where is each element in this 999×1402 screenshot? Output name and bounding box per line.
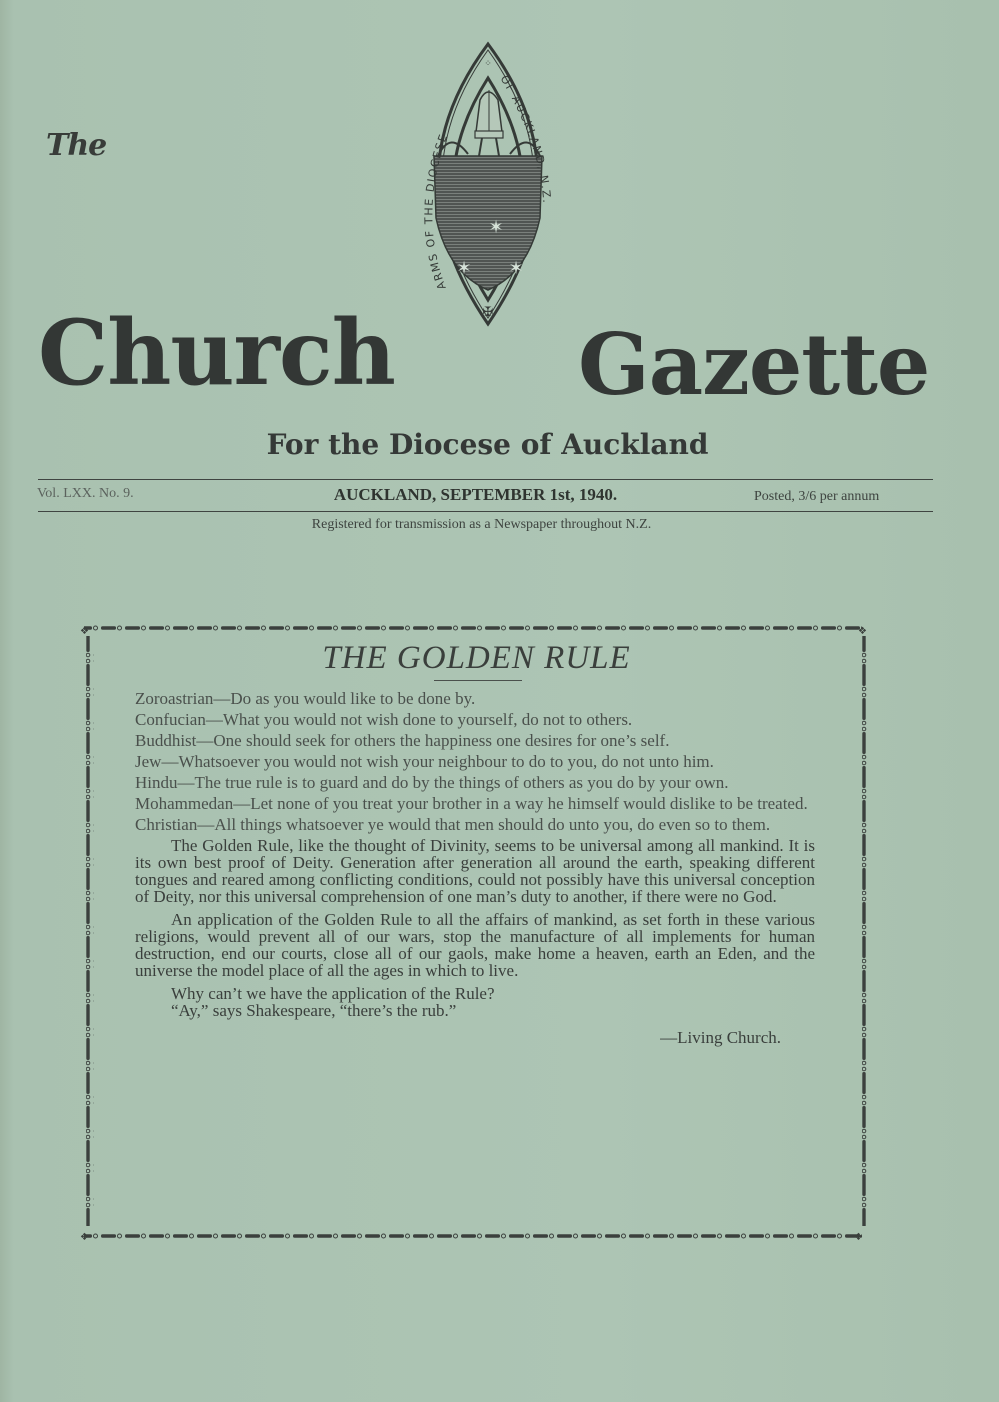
masthead-title-gazette: Gazette bbox=[578, 315, 930, 414]
svg-text:⁘: ⁘ bbox=[484, 59, 492, 69]
registration-notice: Registered for transmission as a Newspaper throughout N.Z. bbox=[311, 517, 652, 532]
saying-jew: Jew—Whatsoever you would not wish your neighbour to do to you, do not unto him. bbox=[135, 752, 714, 771]
svg-text:❖: ❖ bbox=[854, 1232, 863, 1241]
masthead-subtitle bbox=[0, 428, 999, 461]
article-title: THE GOLDEN RULE bbox=[322, 640, 631, 676]
saying-christian: Christian—All things whatsoever ye would that men should do unto you, do even so to them. bbox=[135, 815, 771, 834]
closing-quote: “Ay,” says Shakespeare, “there’s the rub.” bbox=[171, 1001, 457, 1020]
svg-text:❖: ❖ bbox=[858, 626, 867, 637]
saying-confucian: Confucian—What you would not wish done to yourself, do not to others. bbox=[135, 710, 633, 729]
svg-text:❖: ❖ bbox=[80, 1232, 89, 1241]
volume-number: Vol. LXX. No. 9. bbox=[37, 486, 134, 501]
saying-mohammedan: Mohammedan—Let none of you treat your brother in a way he himself would dislike to be treated. bbox=[135, 794, 808, 813]
svg-text:✶: ✶ bbox=[488, 217, 504, 238]
dateline-top-rule bbox=[38, 479, 933, 480]
svg-text:✶: ✶ bbox=[456, 258, 472, 279]
paragraph-universal: The Golden Rule, like the thought of Divinity, seems to be universal among all mankind. It is its own best proof of Deity. Generation after generation all around the earth, speaking different tongues and reared among conflicting conditions, could not possibly have this universal conception of Deity, nor this universal comprehension of one man’s duty to another, if there were no God. bbox=[135, 836, 815, 906]
closing-question: Why can’t we have the application of the Rule? bbox=[171, 984, 495, 1003]
diocese-crest-icon bbox=[398, 38, 578, 330]
dateline-bottom-rule bbox=[38, 511, 933, 512]
masthead-title-church: Church bbox=[38, 300, 395, 406]
masthead-subtitle-text: For the Diocese of Auckland bbox=[266, 428, 709, 461]
svg-text:✠: ✠ bbox=[482, 305, 494, 320]
saying-zoroastrian: Zoroastrian—Do as you would like to be done by. bbox=[135, 689, 476, 708]
issue-date: AUCKLAND, SEPTEMBER 1st, 1940. bbox=[333, 485, 618, 504]
masthead-the: The bbox=[46, 128, 107, 163]
subscription-price: Posted, 3/6 per annum bbox=[754, 489, 880, 504]
crest-text-left: ARMS OF THE DIOCESE bbox=[422, 131, 451, 292]
article-title-underline bbox=[434, 680, 522, 681]
saying-hindu: Hindu—The true rule is to guard and do by the things of others as you do by your own. bbox=[135, 773, 729, 792]
saying-buddhist: Buddhist—One should seek for others the happiness one desires for one’s self. bbox=[135, 731, 670, 750]
article-body bbox=[135, 690, 815, 1050]
article-source: —Living Church. bbox=[660, 1028, 781, 1047]
paragraph-application: An application of the Golden Rule to all the affairs of mankind, as set forth in these various religions, would prevent all of our wars, stop the manufacture of all implements for human destruction, end our courts, close all of our gaols, make home a heaven, earth an Eden, and the universe the model place of all the ages in which to live. bbox=[135, 910, 815, 980]
crest-text-right: OF AUCKLAND, N.Z. bbox=[497, 72, 554, 205]
svg-text:❖: ❖ bbox=[80, 626, 89, 637]
svg-text:✶: ✶ bbox=[508, 258, 524, 279]
